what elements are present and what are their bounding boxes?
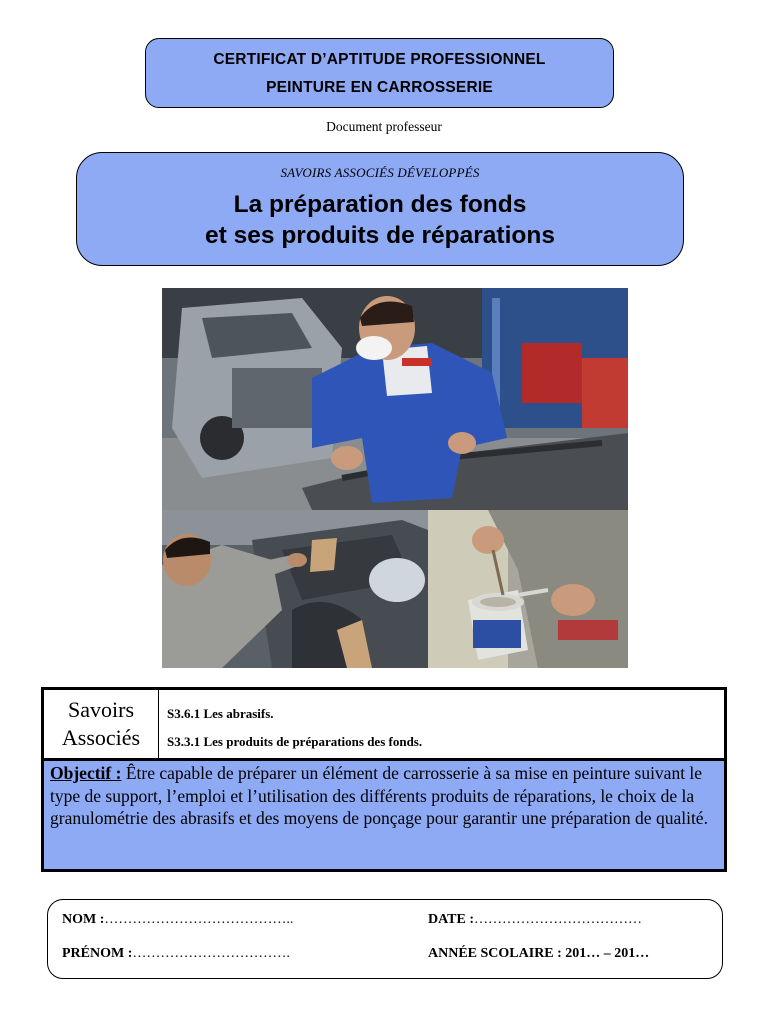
- savoirs-list: [159, 690, 724, 758]
- title-banner: [76, 152, 684, 266]
- prenom-blank: …………………………….: [132, 946, 290, 961]
- nom-blank: …………………………………..: [104, 912, 294, 927]
- annee-scolaire-field[interactable]: [428, 946, 649, 962]
- photo-collage: [162, 288, 628, 668]
- savoir-item-produits: S3.3.1 Les produits de préparations des fonds.: [167, 734, 423, 749]
- certificate-specialty: PEINTURE EN CARROSSERIE: [266, 79, 493, 96]
- date-field[interactable]: [428, 912, 642, 928]
- nom-label: NOM :: [62, 912, 105, 927]
- nom-field[interactable]: [62, 912, 293, 928]
- savoirs-heading-line1: Savoirs: [68, 697, 134, 722]
- photo-mixing-product: [428, 510, 628, 668]
- objectif-text: Être capable de préparer un élément de carrosserie à sa mise en peinture suivant le type de support, l’emploi et l’utilisation des différents produits de réparations, le choix de la granulométrie des abrasifs et des moyens de ponçage pour garantir une préparation de qualité.: [50, 763, 708, 828]
- date-blank: ………………………………: [474, 912, 643, 927]
- certificate-banner: [145, 38, 614, 108]
- photo-technician-bumper: [162, 288, 628, 510]
- title-subtitle: SAVOIRS ASSOCIÉS DÉVELOPPÉS: [280, 165, 480, 180]
- savoirs-associes-table: [41, 687, 727, 872]
- date-label: DATE :: [428, 912, 475, 927]
- savoirs-heading: [44, 690, 159, 758]
- objectif-block: [44, 758, 724, 869]
- savoirs-heading-line2: Associés: [61, 725, 141, 750]
- prenom-field[interactable]: [62, 946, 290, 962]
- photo-body-filler: [162, 510, 428, 668]
- savoir-item-abrasifs: S3.6.1 Les abrasifs.: [167, 706, 274, 721]
- page-title-line2: et ses produits de réparations: [205, 222, 555, 249]
- page-title-line1: La préparation des fonds: [233, 191, 527, 218]
- prenom-label: PRÉNOM :: [62, 946, 133, 961]
- student-identity-box: [47, 899, 723, 979]
- objectif-label: Objectif :: [50, 763, 122, 783]
- page-title: [77, 189, 683, 251]
- certificate-title: CERTIFICAT D’APTITUDE PROFESSIONNEL: [213, 51, 546, 68]
- document-label: Document professeur: [326, 119, 442, 134]
- annee-scolaire-label: ANNÉE SCOLAIRE : 201… – 201…: [428, 946, 650, 961]
